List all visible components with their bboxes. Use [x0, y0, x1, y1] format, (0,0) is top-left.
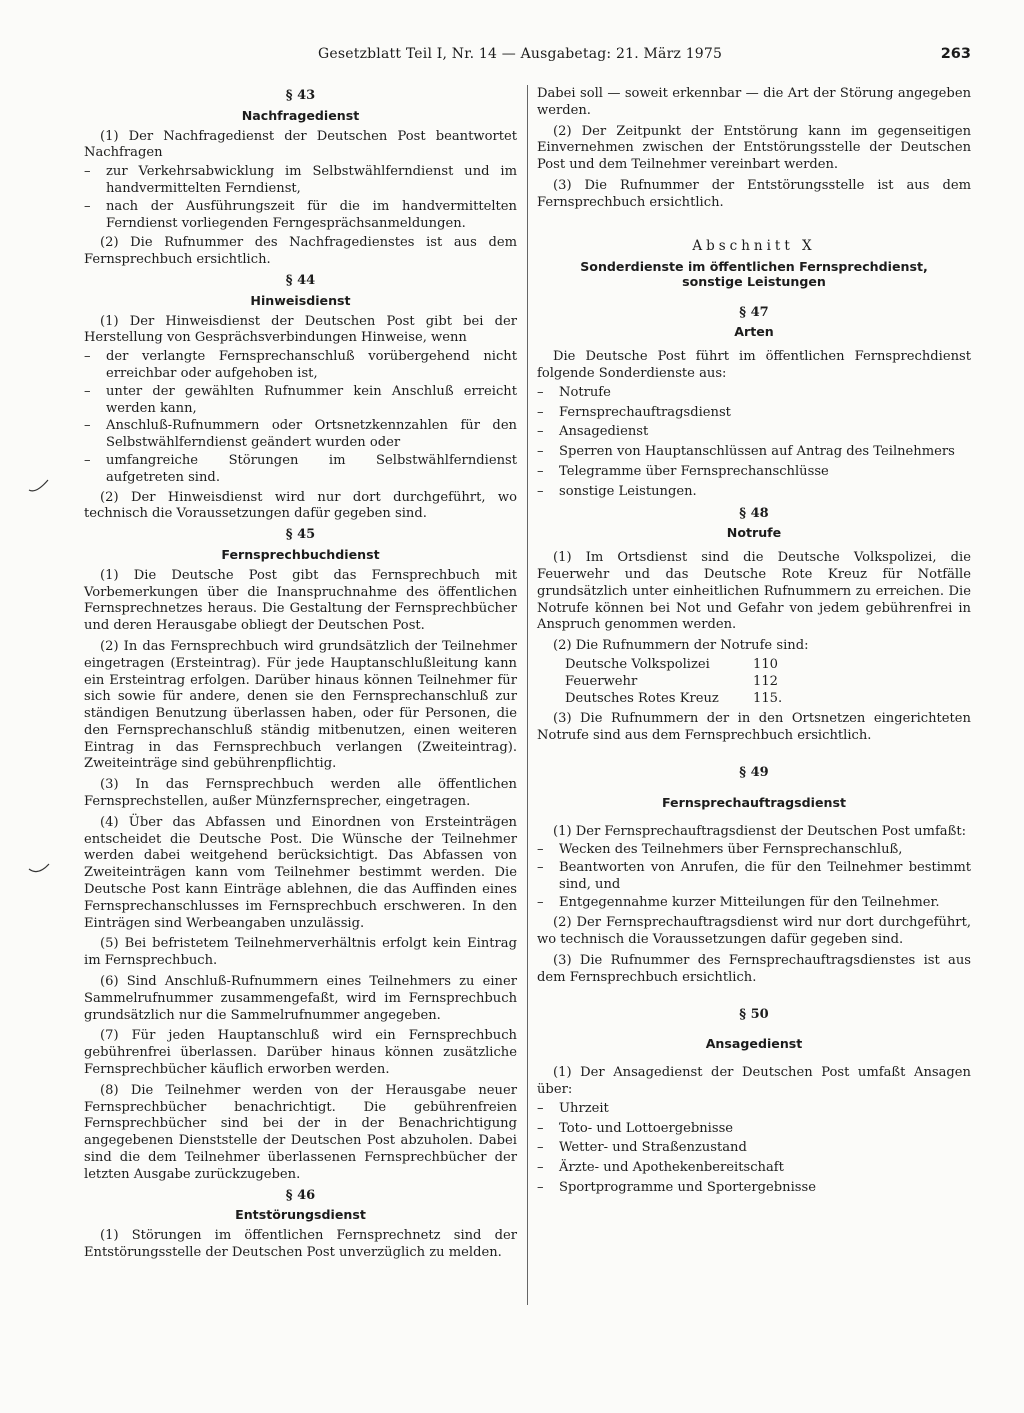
- dash-item: – Beantworten von Anrufen, die für den Teilnehmer bestimmt sind, und: [537, 860, 971, 894]
- abschnitt-title-line: Sonderdienste im öffentlichen Fernsprechdienst,: [580, 258, 928, 274]
- section-46: [84, 1188, 517, 1262]
- section-50: [537, 1007, 971, 1197]
- paragraph: (1) Der Nachfragedienst der Deutschen Post beantwortet Nachfragen: [84, 128, 517, 161]
- paragraph: (1) Der Fernsprechauftragsdienst der Deutschen Post umfaßt:: [553, 823, 967, 839]
- dash-item: – Ansagedienst: [537, 424, 971, 441]
- paragraph: (3) Die Rufnummer des Fernsprechauftragsdienstes ist aus dem Fernsprechbuch ersichtlich.: [537, 953, 971, 985]
- paragraph: Die Deutsche Post führt im öffentlichen Fernsprechdienst folgende Sonderdienste aus:: [537, 349, 971, 381]
- paragraph: (1) Die Deutsche Post gibt das Fernsprechbuch mit Vorbemerkungen über die Inanspruchnahme des öffentlichen Fernsprechnetzes heraus. Die Gestaltung der Fernsprechbücher und deren Herausgabe obliegt der Deutschen Post.: [84, 567, 517, 634]
- dash-item: – Sportprogramme und Sportergebnisse: [537, 1180, 971, 1197]
- abschnitt-heading: [537, 238, 971, 289]
- paragraph: (2) Die Rufnummer des Nachfragedienstes ist aus dem Fernsprechbuch ersichtlich.: [84, 235, 517, 268]
- paragraph: (1) Der Hinweisdienst der Deutschen Post gibt bei der Herstellung von Gesprächsverbindungen Hinweise, wenn: [84, 313, 517, 346]
- dash-item: – Entgegennahme kurzer Mitteilungen für den Teilnehmer.: [537, 895, 971, 912]
- emergency-numbers-table: [565, 657, 782, 707]
- service-name: Feuerwehr: [565, 673, 638, 689]
- section-title: Arten: [734, 324, 774, 340]
- section-title: Fernsprechbuchdienst: [221, 546, 380, 562]
- section-title: Ansagedienst: [705, 1036, 803, 1052]
- table-row: [565, 691, 782, 708]
- section-48: [537, 506, 971, 745]
- section-title: Notrufe: [726, 525, 782, 541]
- section-47: [537, 305, 971, 501]
- dash-item: – unter der gewählten Rufnummer kein Anschluß erreicht werden kann,: [84, 384, 517, 418]
- paragraph: (7) Für jeden Hauptanschluß wird ein Fernsprechbuch gebührenfrei überlassen. Darüber hinaus können zusätzliche Fernsprechbücher käuflich erworben werden.: [84, 1028, 517, 1078]
- section-number: § 49: [739, 764, 769, 780]
- column-divider: [527, 85, 528, 1305]
- dash-item: – zur Verkehrsabwicklung im Selbstwählferndienst und im handvermittelten Ferndienst,: [84, 164, 517, 198]
- table-row: [565, 674, 782, 691]
- section-number: § 47: [739, 304, 769, 320]
- section-number: § 43: [285, 88, 316, 103]
- page-number: 263: [940, 46, 971, 62]
- pencil-checkmark-icon: [26, 478, 52, 494]
- paragraph: (4) Über das Abfassen und Einordnen von Ersteinträgen entscheidet die Deutsche Post. Die Wünsche der Teilnehmer werden dabei weitgehend berücksichtigt. Das Abfassen von Zweiteinträgen kann vom Teilnehmer bestimmt werden. Die Deutsche Post kann Einträge ablehnen, die das Auffinden eines Fernsprechanschlusses im Fernsprechbuch erschweren. In den Einträgen sind Werbeangaben unzulässig.: [84, 814, 517, 931]
- section-title: Hinweisdienst: [250, 292, 351, 308]
- service-name: Deutsche Volkspolizei: [565, 656, 710, 672]
- dash-item: – sonstige Leistungen.: [537, 484, 971, 501]
- paragraph: (2) Der Hinweisdienst wird nur dort durchgeführt, wo technisch die Voraussetzungen dafür gegeben sind.: [84, 489, 517, 522]
- paragraph: (1) Der Ansagedienst der Deutschen Post umfaßt Ansagen über:: [537, 1065, 971, 1098]
- paragraph: (2) Der Zeitpunkt der Entstörung kann im gegenseitigen Einvernehmen zwischen der Entstörungsstelle der Deutschen Post und dem Teilnehmer vereinbart werden.: [537, 123, 971, 173]
- page-header: [284, 46, 971, 68]
- service-number: 110: [753, 656, 778, 672]
- dash-item: – umfangreiche Störungen im Selbstwählferndienst aufgetreten sind.: [84, 453, 517, 487]
- right-column: [537, 86, 971, 1198]
- dash-item: – Wetter- und Straßenzustand: [537, 1140, 971, 1157]
- section-44: [84, 273, 517, 523]
- abschnitt-title: [537, 259, 971, 289]
- paragraph: (5) Bei befristetem Teilnehmerverhältnis erfolgt kein Eintrag im Fernsprechbuch.: [84, 936, 517, 969]
- paragraph: (1) Störungen im öffentlichen Fernsprechnetz sind der Entstörungsstelle der Deutschen Post unverzüglich zu melden.: [84, 1228, 517, 1260]
- paragraph: (8) Die Teilnehmer werden von der Herausgabe neuer Fernsprechbücher benachrichtigt. Die gebührenfreien Fernsprechbücher sind bei der in der Benachrichtigung angegebenen Dienststelle der Deutschen Post abzuholen. Dabei sind die dem Teilnehmer überlassenen Fernsprechbücher der letzten Ausgabe zurückzugeben.: [84, 1082, 517, 1182]
- service-number: 115.: [753, 690, 783, 706]
- paragraph: (6) Sind Anschluß-Rufnummern eines Teilnehmers zu einer Sammelrufnummer zusammengefaßt, wird im Fernsprechbuch grundsätzlich nur die Sammelrufnummer angegeben.: [84, 974, 517, 1023]
- dash-item: – Wecken des Teilnehmers über Fernsprechanschluß,: [537, 842, 971, 859]
- section-title: Entstörungsdienst: [235, 1207, 366, 1223]
- section-43: [84, 88, 517, 269]
- section-49: [537, 765, 971, 987]
- dash-item: – Notrufe: [537, 385, 971, 402]
- paragraph: (1) Im Ortsdienst sind die Deutsche Volkspolizei, die Feuerwehr und das Deutsche Rote Kreuz für Notfälle grundsätzlich unter einheitlichen Rufnummern zu erreichen. Die Notrufe können bei Not und Gefahr von jedem gebührenfrei in Anspruch genommen werden.: [537, 550, 971, 633]
- section-number: § 48: [739, 505, 769, 521]
- dash-item: – nach der Ausführungszeit für die im handvermittelten Ferndienst vorliegenden Ferngesprächsanmeldungen.: [84, 199, 517, 233]
- paragraph: (2) Die Rufnummern der Notrufe sind:: [553, 638, 809, 654]
- paragraph: (3) Die Rufnummer der Entstörungsstelle ist aus dem Fernsprechbuch ersichtlich.: [537, 177, 971, 210]
- section-46-continued: [537, 86, 971, 212]
- paragraph: (2) In das Fernsprechbuch wird grundsätzlich der Teilnehmer eingetragen (Ersteintrag). Für jede Hauptanschlußleitung kann ein Ersteintrag erfolgen. Darüber hinaus können Teilnehmer für sich sowie für andere, denen sie den Fernsprechanschluß zur ständigen Benutzung überlassen haben, oder für Personen, die den Fernsprechanschluß ständig mitbenutzen, einen weiteren Eintrag in das Fernsprechbuch verlangen (Zweiteintrag). Zweiteinträge sind gebührenpflichtig.: [84, 638, 517, 772]
- section-number: § 45: [285, 527, 316, 543]
- service-number: 112: [753, 673, 778, 689]
- table-row: [565, 657, 782, 674]
- service-name: Deutsches Rotes Kreuz: [565, 690, 719, 706]
- dash-item: – Uhrzeit: [537, 1101, 971, 1118]
- section-title: Nachfragedienst: [241, 107, 360, 123]
- paragraph: (3) Die Rufnummern der in den Ortsnetzen eingerichteten Notrufe sind aus dem Fernsprechbuch ersichtlich.: [537, 711, 971, 744]
- paragraph: (3) In das Fernsprechbuch werden alle öffentlichen Fernsprechstellen, außer Münzfernsprecher, eingetragen.: [84, 777, 517, 810]
- section-number: § 46: [285, 1187, 316, 1203]
- header-title: Gesetzblatt Teil I, Nr. 14 — Ausgabetag: 21. März 1975: [318, 46, 723, 62]
- dash-item: – Sperren von Hauptanschlüssen auf Antrag des Teilnehmers: [537, 444, 971, 461]
- section-45: [84, 527, 517, 1183]
- dash-item: – Ärzte- und Apothekenbereitschaft: [537, 1160, 971, 1177]
- dash-item: – Anschluß-Rufnummern oder Ortsnetzkennzahlen für den Selbstwählferndienst geändert wurden oder: [84, 418, 517, 452]
- dash-item: – Telegramme über Fernsprechanschlüsse: [537, 464, 971, 481]
- left-column: [84, 86, 517, 1266]
- dash-item: – Toto- und Lottoergebnisse: [537, 1121, 971, 1138]
- abschnitt-label: Abschnitt X: [692, 237, 816, 254]
- dash-item: – der verlangte Fernsprechanschluß vorübergehend nicht erreichbar oder aufgehoben ist,: [84, 349, 517, 383]
- paragraph: Dabei soll — soweit erkennbar — die Art der Störung angegeben werden.: [537, 86, 971, 118]
- section-title: Fernsprechauftragsdienst: [661, 794, 847, 810]
- paragraph: (2) Der Fernsprechauftragsdienst wird nur dort durchgeführt, wo technisch die Voraussetzungen dafür gegeben sind.: [537, 915, 971, 948]
- section-number: § 44: [285, 272, 316, 288]
- dash-item: – Fernsprechauftragsdienst: [537, 405, 971, 422]
- pencil-checkmark-icon: [26, 860, 52, 876]
- abschnitt-title-line: sonstige Leistungen: [682, 273, 826, 289]
- section-number: § 50: [739, 1006, 769, 1022]
